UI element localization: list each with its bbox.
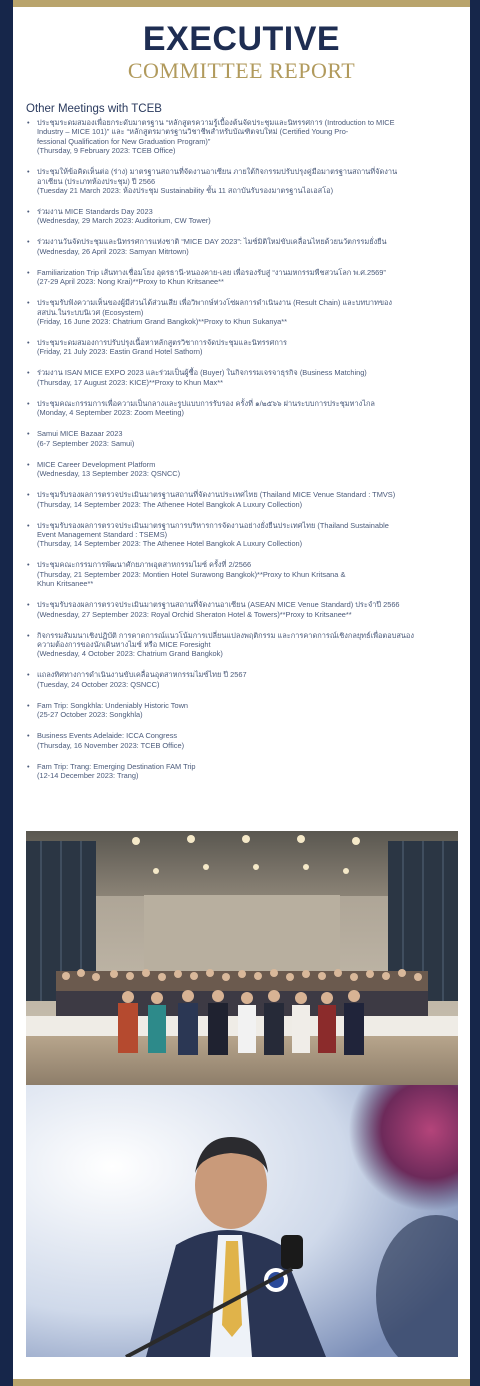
meeting-line: • แถลงทิศทางการดำเนินงานขับเคลื่อนอุตสาหกรรมไมซ์ไทย ปี 2567: [37, 670, 247, 680]
meeting-line: • Samui MICE Bazaar 2023: [37, 429, 123, 439]
meeting-item: [26, 560, 458, 588]
meeting-line: (Tuesday 21 March 2023: ห้องประชุม Sustainability ชั้น 11 สถาบันรับรองมาตรฐานไอเอสโอ): [37, 186, 334, 196]
meeting-item: [26, 600, 458, 619]
meeting-item: [26, 521, 458, 549]
meeting-line: • ประชุมรับรองผลการตรวจประเมินมาตรฐานสถานที่จัดงานประเทศไทย (Thailand MICE Venue Standard : TMVS): [37, 490, 396, 500]
meeting-item: [26, 701, 458, 720]
meeting-item: [26, 207, 458, 226]
meeting-line: • MICE Career Development Platform: [37, 459, 156, 469]
meeting-line: (Wednesday, 26 April 2023: Samyan Mitrtown): [37, 246, 189, 256]
meetings-list: [26, 118, 458, 792]
meeting-line: • ประชุมคณะกรรมการพัฒนาศักยภาพอุตสาหกรรมไมซ์ ครั้งที่ 2/2566: [37, 560, 252, 570]
meeting-line: • กิจกรรมสัมมนาเชิงปฏิบัติ การคาดการณ์แนวโน้มการเปลี่ยนแปลงพฤติกรรม และการคาดการณ์เชิงกลยุทธ์เพื่อตอบสนอง: [37, 630, 414, 640]
meeting-item: [26, 338, 458, 357]
bottom-gold-bar: [13, 1379, 470, 1386]
meeting-item: [26, 631, 458, 659]
meeting-line: • Business Events Adelaide: ICCA Congress: [37, 731, 178, 741]
meeting-line: สสปน.ในระบบนิเวศ (Ecosystem): [37, 307, 144, 317]
meeting-item: [26, 268, 458, 287]
speaker-photo-image: [26, 1085, 458, 1357]
meeting-line: (Thursday, 21 September 2023: Montien Hotel Surawong Bangkok)**Proxy to Khun Kritsana &: [37, 569, 346, 579]
meeting-line: (Friday, 21 July 2023: Eastin Grand Hotel Sathorn): [37, 347, 203, 357]
meeting-line: (Wednesday, 27 September 2023: Royal Orchid Sheraton Hotel & Towers)**Proxy to Kritsanee**: [37, 609, 352, 619]
group-photo-image: [26, 831, 458, 1085]
meeting-line: (Tuesday, 24 October 2023: QSNCC): [37, 679, 160, 689]
meeting-line: Industry – MICE 101)” และ “หลักสูตรมาตรฐานวิชาชีพสำหรับบัณฑิตจบใหม่ (Certified Young Pro-: [37, 127, 349, 137]
meeting-line: (Wednesday, 4 October 2023: Chatrium Grand Bangkok): [37, 649, 223, 659]
meeting-line: (25-27 October 2023: Songkhla): [37, 710, 143, 720]
meeting-line: (Monday, 4 September 2023: Zoom Meeting): [37, 408, 184, 418]
top-gold-bar: [13, 0, 470, 7]
meeting-line: • ร่วมงานวันจัดประชุมและนิทรรศการแห่งชาติ “MICE DAY 2023”: ไมซ์มิติใหม่ขับเคลื่อนไทยด้วยนวัตกรรมยั่งยืน: [37, 237, 387, 247]
meeting-line: (6-7 September 2023: Samui): [37, 438, 135, 448]
meeting-item: [26, 429, 458, 448]
meeting-item: [26, 368, 458, 387]
meeting-line: • ประชุมรับฟังความเห็นของผู้มีส่วนได้ส่วนเสีย เพื่อวิพากษ์ห่วงโซ่ผลการดำเนินงาน (Result Chain) และบทบาทของ: [37, 298, 393, 308]
meeting-line: • ประชุมให้ข้อคิดเห็นต่อ (ร่าง) มาตรฐานสถานที่จัดงานอาเซียน ภายใต้กิจกรรมปรับปรุงคู่มือมาตรฐานสถานที่จัดงาน: [37, 167, 398, 177]
meeting-line: (12-14 December 2023: Trang): [37, 770, 139, 780]
meeting-line: (Thursday, 14 September 2023: The Athenee Hotel Bangkok A Luxury Collection): [37, 539, 303, 549]
meeting-line: • ประชุมระดมสมองเพื่อยกระดับมาตรฐาน “หลักสูตรความรู้เบื้องต้นจัดประชุมและนิทรรศการ (Introduction to MICE: [37, 118, 395, 127]
meeting-line: (Wednesday, 13 September 2023: QSNCC): [37, 469, 181, 479]
meeting-item: [26, 237, 458, 256]
meeting-line: (Thursday, 17 August 2023: KICE)**Proxy to Khun Max**: [37, 377, 223, 387]
meeting-line: fessional Qualification for New Graduation Program)”: [37, 136, 211, 146]
meeting-item: [26, 118, 458, 156]
meeting-line: (Thursday, 16 November 2023: TCEB Office): [37, 740, 185, 750]
meeting-item: [26, 762, 458, 781]
meeting-line: • ประชุมรับรองผลการตรวจประเมินมาตรฐานสถานที่จัดงานอาเซียน (ASEAN MICE Venue Standard) ประจำปี 2566: [37, 600, 400, 610]
page-title: EXECUTIVE: [142, 20, 341, 58]
speaker-photo: [26, 1085, 458, 1357]
meeting-line: • Fam Trip: Trang: Emerging Destination FAM Trip: [37, 761, 196, 771]
meeting-line: Khun Kritsanee**: [37, 579, 94, 589]
meeting-line: (Thursday, 14 September 2023: The Athenee Hotel Bangkok A Luxury Collection): [37, 499, 303, 509]
meeting-item: [26, 298, 458, 326]
meeting-line: ความต้องการของนักเดินทางไมซ์ หรือ MICE Foresight: [37, 639, 211, 649]
meeting-line: อาเซียน (ประเภทห้องประชุม) ปี 2566: [37, 176, 156, 186]
meeting-item: [26, 167, 458, 195]
group-photo: [26, 831, 458, 1085]
meeting-line: • ประชุมระดมสมองการปรับปรุงเนื้อหาหลักสูตรวิชาการจัดประชุมและนิทรรศการ: [37, 338, 287, 348]
meeting-line: (27-29 April 2023: Nong Krai)**Proxy to Khun Kritsanee**: [37, 277, 224, 287]
meeting-line: • Fam Trip: Songkhla: Undeniably Historic Town: [37, 700, 189, 710]
meeting-item: [26, 399, 458, 418]
meeting-item: [26, 460, 458, 479]
meeting-line: • ร่วมงาน MICE Standards Day 2023: [37, 207, 153, 217]
meeting-item: [26, 670, 458, 689]
meeting-item: [26, 490, 458, 509]
page-subtitle: COMMITTEE REPORT: [127, 58, 356, 83]
meeting-line: (Friday, 16 June 2023: Chatrium Grand Bangkok)**Proxy to Khun Sukanya**: [37, 317, 288, 327]
meeting-line: • ประชุมคณะกรรมการเพื่อความเป็นกลางและรูปแบบการรับรอง ครั้งที่ ๑/๒๕๖๖ ผ่านระบบการประชุมทางไกล: [37, 398, 375, 408]
section-title: Other Meetings with TCEB: [26, 103, 162, 115]
meeting-item: [26, 731, 458, 750]
meeting-line: Event Management Standard : TSEMS): [37, 529, 168, 539]
meeting-line: (Thursday, 9 February 2023: TCEB Office): [37, 146, 176, 156]
meeting-line: • ร่วมงาน ISAN MICE EXPO 2023 และร่วมเป็นผู้ซื้อ (Buyer) ในกิจกรรมเจรจาธุรกิจ (Business Matching): [37, 368, 367, 378]
report-page: [13, 0, 470, 1386]
meeting-line: • ประชุมรับรองผลการตรวจประเมินมาตรฐานการบริหารการจัดงานอย่างยั่งยืนประเทศไทย (Thailand Sustainable: [37, 520, 389, 530]
meeting-line: • Familiarization Trip เส้นทางเชื่อมโยง อุดรธานี-หนองคาย-เลย เพื่อรองรับสู่ “งานมหกรรมพืชสวนโลก พ.ศ.2569”: [37, 267, 386, 277]
meeting-line: (Wednesday, 29 March 2023: Auditorium, CW Tower): [37, 216, 211, 226]
